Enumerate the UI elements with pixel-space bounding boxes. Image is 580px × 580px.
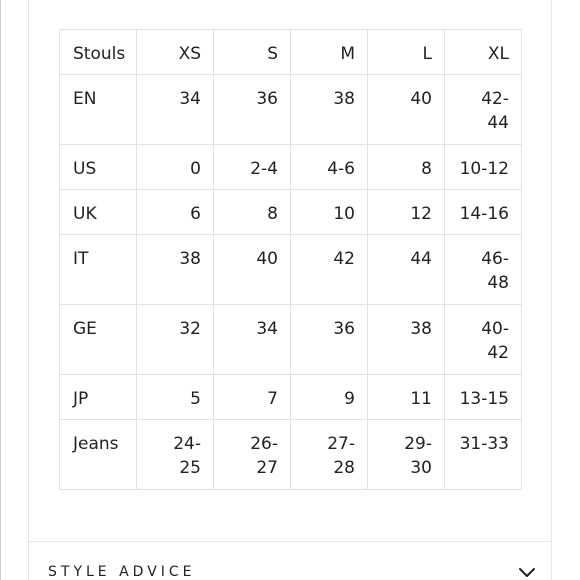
table-row <box>60 190 522 235</box>
table-cell: 40 <box>368 75 445 145</box>
row-label: IT <box>60 235 137 305</box>
table-cell: 26- 27 <box>214 420 291 490</box>
header-cell: Stouls <box>60 30 137 75</box>
header-cell: M <box>291 30 368 75</box>
table-cell: 42 <box>291 235 368 305</box>
table-cell: 0 <box>137 145 214 190</box>
table-cell: 27- 28 <box>291 420 368 490</box>
table-cell: 29- 30 <box>368 420 445 490</box>
table-cell: 36 <box>214 75 291 145</box>
table-cell: 34 <box>137 75 214 145</box>
table-cell: 6 <box>137 190 214 235</box>
table-cell: 24- 25 <box>137 420 214 490</box>
table-row <box>60 235 522 305</box>
style-advice-accordion[interactable] <box>28 541 552 580</box>
header-cell: XS <box>137 30 214 75</box>
header-cell: L <box>368 30 445 75</box>
table-header-row <box>60 30 522 75</box>
table-cell: 13-15 <box>445 375 522 420</box>
table-cell: 34 <box>214 305 291 375</box>
size-chart-table <box>59 29 522 490</box>
table-cell: 14-16 <box>445 190 522 235</box>
table-cell: 10 <box>291 190 368 235</box>
table-cell: 4-6 <box>291 145 368 190</box>
table-cell: 2-4 <box>214 145 291 190</box>
table-row <box>60 75 522 145</box>
table-cell: 8 <box>214 190 291 235</box>
style-advice-label: STYLE ADVICE <box>48 564 196 580</box>
table-cell: 42- 44 <box>445 75 522 145</box>
table-row <box>60 420 522 490</box>
table-cell: 11 <box>368 375 445 420</box>
table-cell: 40 <box>214 235 291 305</box>
table-cell: 10-12 <box>445 145 522 190</box>
table-cell: 9 <box>291 375 368 420</box>
table-cell: 40- 42 <box>445 305 522 375</box>
row-label: JP <box>60 375 137 420</box>
scroll-edge <box>0 0 1 580</box>
table-row <box>60 145 522 190</box>
table-row <box>60 375 522 420</box>
table-cell: 46- 48 <box>445 235 522 305</box>
table-cell: 32 <box>137 305 214 375</box>
row-label: Jeans <box>60 420 137 490</box>
table-cell: 7 <box>214 375 291 420</box>
row-label: GE <box>60 305 137 375</box>
row-label: EN <box>60 75 137 145</box>
row-label: US <box>60 145 137 190</box>
table-cell: 44 <box>368 235 445 305</box>
table-cell: 8 <box>368 145 445 190</box>
table-cell: 38 <box>291 75 368 145</box>
table-cell: 36 <box>291 305 368 375</box>
table-cell: 12 <box>368 190 445 235</box>
header-cell: S <box>214 30 291 75</box>
table-row <box>60 305 522 375</box>
table-cell: 38 <box>368 305 445 375</box>
table-cell: 38 <box>137 235 214 305</box>
header-cell: XL <box>445 30 522 75</box>
table-cell: 5 <box>137 375 214 420</box>
row-label: UK <box>60 190 137 235</box>
chevron-down-icon[interactable] <box>517 564 537 578</box>
table-cell: 31-33 <box>445 420 522 490</box>
